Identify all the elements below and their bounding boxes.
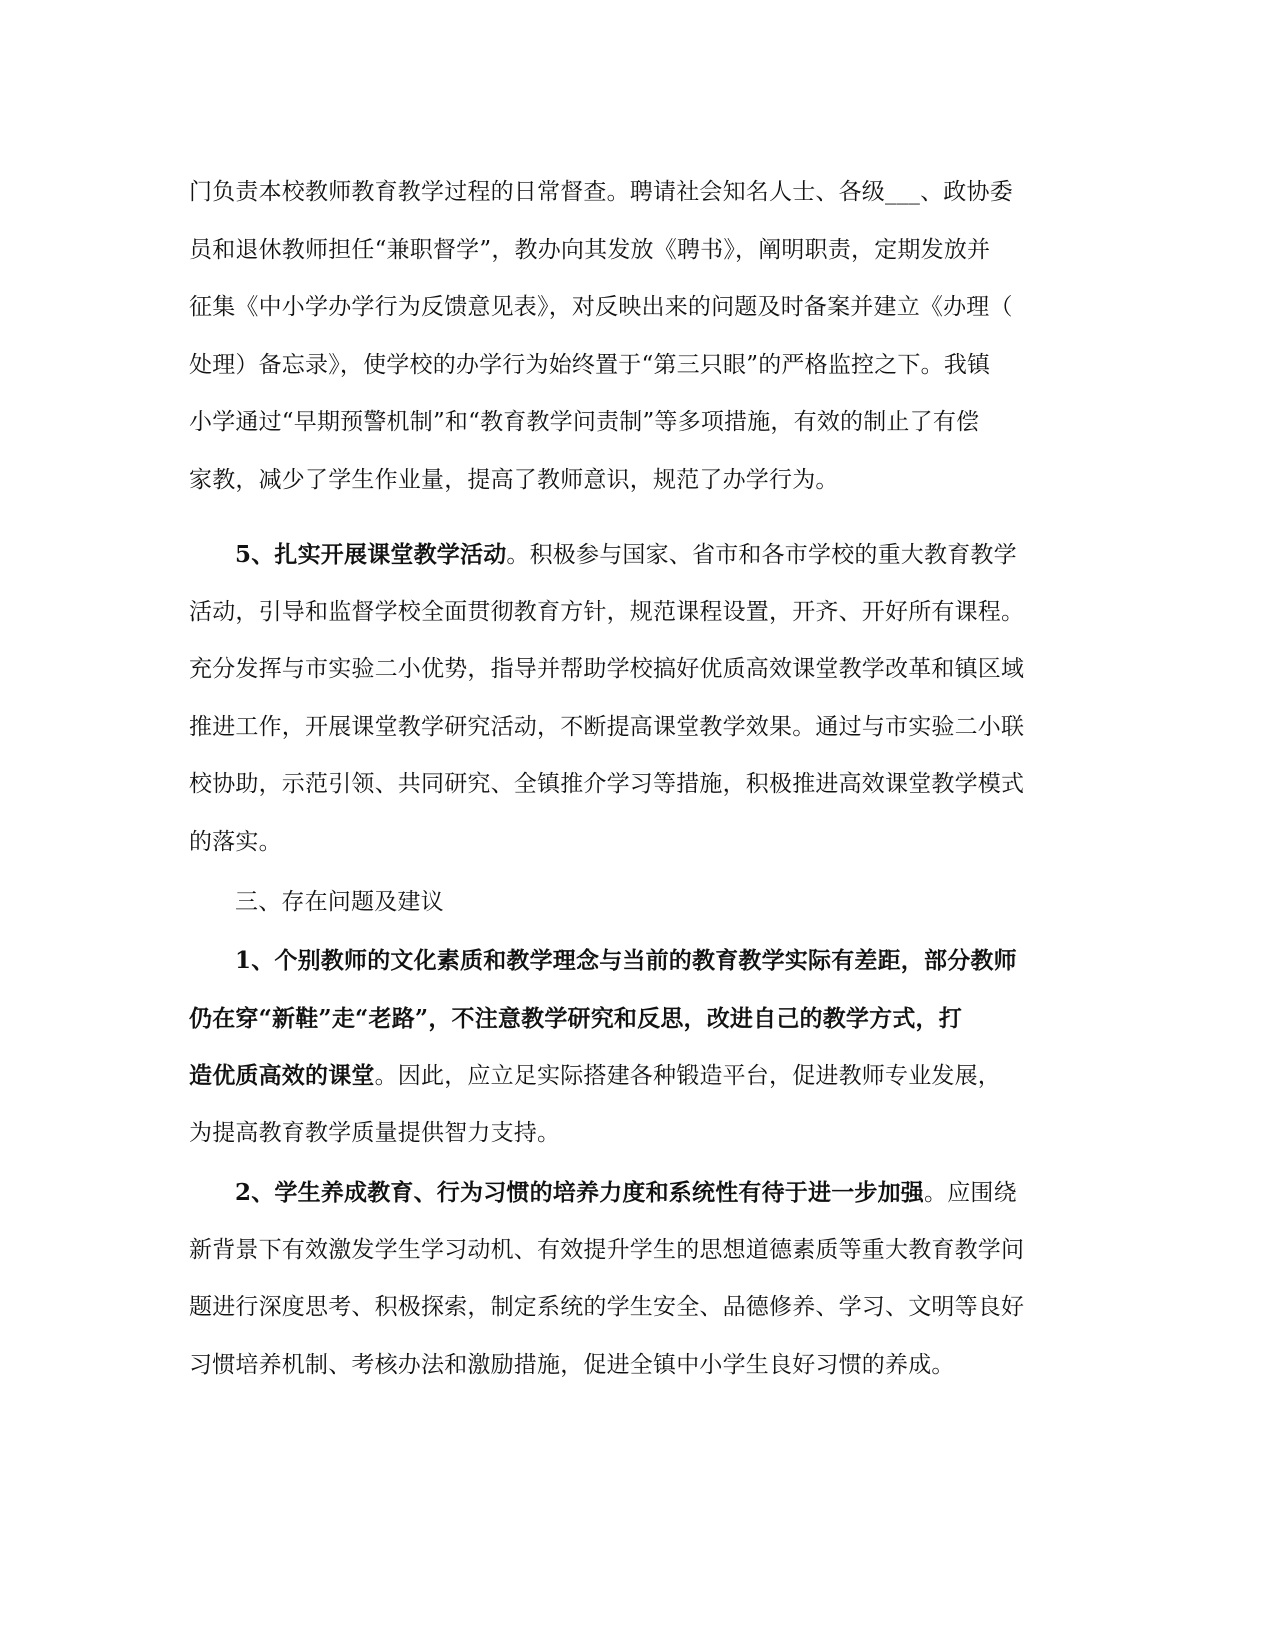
paragraph-classroom-teaching: [189, 526, 1089, 871]
text-line: 题进行深度思考、积极探索，制定系统的学生安全、品德修养、学习、文明等良好: [189, 1294, 1025, 1320]
paragraph-supervision: [189, 164, 1089, 509]
text-line: [189, 1164, 1089, 1222]
text-line: 充分发挥与市实验二小优势，指导并帮助学校搞好优质高效课堂教学改革和镇区域: [189, 656, 1025, 682]
heading-text: 三、存在问题及建议: [235, 889, 444, 915]
text-line: 习惯培养机制、考核办法和激励措施，促进全镇中小学生良好习惯的养成。: [189, 1351, 955, 1378]
text-line: 新背景下有效激发学生学习动机、有效提升学生的思想道德素质等重大教育教学问: [189, 1236, 1025, 1263]
text-run: 。积极参与国家、省市和各市学校的重大教育教学: [506, 542, 1017, 568]
text-line: 处理）备忘录》，使学校的办学行为始终置于“第三只眼”的严格监控之下。我镇: [189, 351, 991, 378]
bold-text-line: 仍在穿“新鞋”走“老路”，不注意教学研究和反思，改进自己的教学方式，打: [189, 1004, 962, 1032]
text-line: [189, 1047, 1089, 1105]
bold-lead-text: 造优质高效的课堂: [189, 1062, 375, 1089]
bold-lead-text: 5、扎实开展课堂教学活动: [235, 541, 507, 568]
text-run: 。应围绕: [924, 1180, 1017, 1206]
text-line: 家教，减少了学生作业量，提高了教师意识，规范了办学行为。: [189, 466, 839, 493]
text-line: 校协助，示范引领、共同研究、全镇推介学习等措施，积极推进高效课堂教学模式: [189, 771, 1025, 797]
paragraph-issue-2: [189, 1164, 1089, 1394]
text-line: 推进工作，开展课堂教学研究活动，不断提高课堂教学效果。通过与市实验二小联: [189, 713, 1025, 740]
text-line: 征集《中小学办学行为反馈意见表》，对反映出来的问题及时备案并建立《办理（: [189, 294, 1013, 320]
bold-text-line: 1、个别教师的文化素质和教学理念与当前的教育教学实际有差距，部分教师: [235, 947, 1017, 974]
section-heading: [189, 874, 1089, 932]
text-line: 小学通过“早期预警机制”和“教育教学问责制”等多项措施，有效的制止了有偿: [189, 409, 980, 435]
text-line: 的落实。: [189, 828, 282, 855]
text-line: [189, 526, 1089, 584]
bold-lead-text: 2、学生养成教育、行为习惯的培养力度和系统性有待于进一步加强: [235, 1179, 925, 1206]
text-line: 门负责本校教师教育教学过程的日常督查。聘请社会知名人士、各级___、政协委: [189, 179, 1013, 205]
text-run: 。因此，应立足实际搭建各种锻造平台，促进教师专业发展，: [374, 1063, 1002, 1089]
text-line: 活动，引导和监督学校全面贯彻教育方针，规范课程设置，开齐、开好所有课程。: [189, 598, 1025, 625]
paragraph-issue-1: [189, 932, 1089, 1162]
text-line: 为提高教育教学质量提供智力支持。: [189, 1119, 561, 1146]
text-line: 员和退休教师担任“兼职督学”，教办向其发放《聘书》，阐明职责，定期发放并: [189, 236, 991, 263]
